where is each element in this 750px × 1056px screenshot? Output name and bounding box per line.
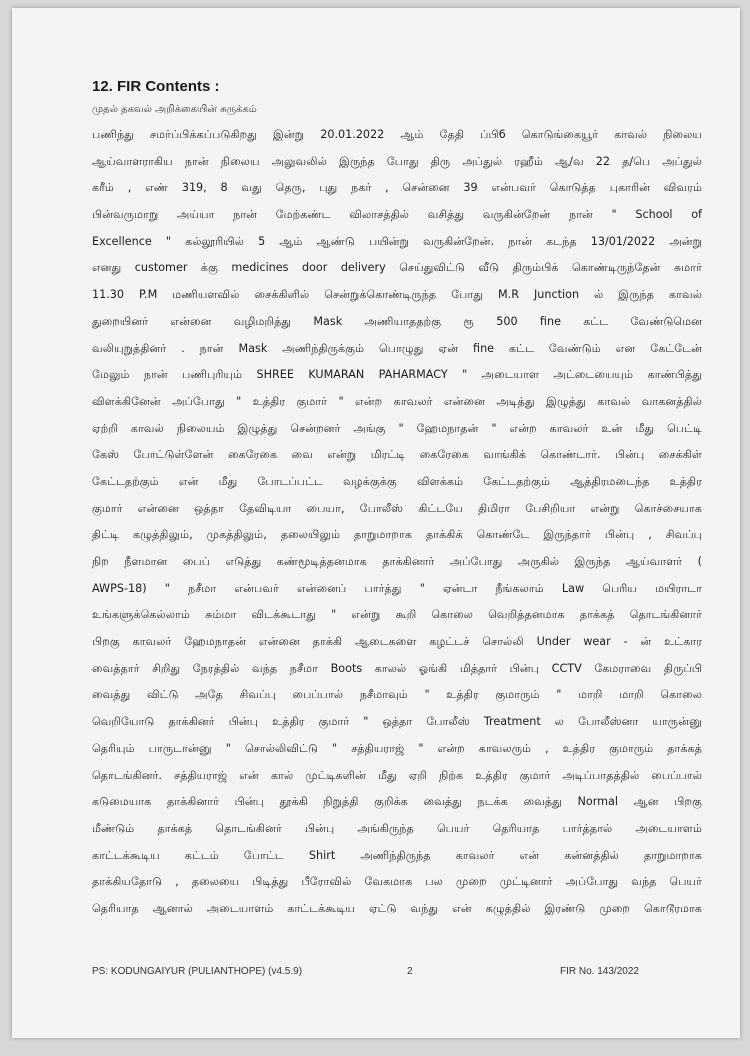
text-line: தெரியாத ஆனால் அடையாளம் காட்டக்கூடிய ஏட்டு வந்து என் கழுத்தில் இரண்டு முறை கொடூரமாக — [92, 901, 702, 915]
text-line: ஆய்வாளராகிய நான் நிலைய அலுவலில் இருந்த போது திரு அப்துல் ரஹீம் ஆ/வ 22 த/பெ அப்துல் — [92, 154, 702, 168]
text-line: தெரியும் பாருடான்னு " சொல்லிவிட்டு " சத்தியராஜ் " என்ற காவலரும் , உத்திர குமாரும் தாக்கத் — [92, 741, 702, 755]
text-line: குமார் என்னை ஒத்தா தேவிடியா பையா, போலீஸ் கிட்டயே திமிரா பேசிறியா என்று கொச்சையாக — [92, 501, 702, 515]
fir-body-text — [92, 122, 702, 923]
text-line: AWPS-18) " நசீமா என்பவர் என்னைப் பார்த்து " ஏன்டா நீங்கலாம் Law பெரிய மயிராடா — [92, 581, 702, 595]
footer-station: PS: KODUNGAIYUR (PULIANTHOPE) (v4.5.9) — [92, 966, 303, 977]
text-line: துறையினர் என்னை வழிமறித்து Mask அணியாததற்கு ரூ 500 fine கட்ட வேண்டுமென — [92, 314, 702, 328]
document-page — [12, 8, 740, 1038]
text-line: பிறகு காவலர் ஹேமநாதன் என்னை தாக்கி ஆடைகளை கழட்டச் சொல்லி Under wear - ன் உட்கார — [92, 635, 702, 649]
text-line: கேட்டதற்கும் என் மீது போடப்பட்ட வழக்குக்கு விளக்கம் கேட்டதற்கும் ஆத்திரமடைந்த உத்திர — [92, 474, 702, 488]
text-line: மீண்டும் தாக்கத் தொடங்கினர் பின்பு அங்கிருந்த பெயர் தெரியாத பார்த்தால் அடையாளம் — [92, 821, 702, 835]
text-line: கடுமையாக தாக்கினார் பின்பு தூக்கி நிறுத்தி குறிக்க வைத்து நடக்க வைத்து Normal ஆன பிறகு — [92, 795, 702, 809]
text-line: 11.30 P.M மணியளவில் சைக்கிளில் சென்றுக்கொண்டிருந்த போது M.R Junction ல் இருந்த காவல் — [92, 288, 702, 302]
text-line: தாக்கியதோடு , தலையை பிடித்து பீரோவில் வேகமாக பல முறை முட்டினார் அப்போது வந்த பெயர் — [92, 875, 702, 889]
footer-page-number: 2 — [407, 966, 413, 977]
text-line: திட்டி கழுத்திலும், முகத்திலும், தலையிலும் தாறுமாறாக தாக்கிக் கொண்டே இருந்தார் பின்பு , சிவப்பு — [92, 528, 702, 542]
text-line: வைத்து விட்டு அதே சிவப்பு பைப்பால் நசீமாவும் " உத்திர குமாரும் " மாறி மாறி கொலை — [92, 688, 702, 702]
text-line: பின்வருமாறு அய்யா நான் மேற்கண்ட விலாசத்தில் வசித்து வருகின்றேன் நான் " School of — [92, 208, 702, 222]
text-line: மேலும் நான் பணிபுரியும் SHREE KUMARAN PAHARMACY " அடையாள அட்டையையும் காண்பித்து — [92, 368, 702, 382]
text-line: கரீம் , எண் 319, 8 வது தெரு, புது நகர் , சென்னை 39 என்பவர் கொடுத்த புகாரின் விவரம் — [92, 181, 702, 195]
text-line: வலியுறுத்தினர் . நான் Mask அணிந்திருக்கும் பொழுது ஏன் fine கட்ட வேண்டும் என கேட்டேன் — [92, 341, 702, 355]
text-line: வைத்தார் சிறிது நேரத்தில் வந்த நசீமா Boots காலல் ஓங்கி மித்தார் பின்பு CCTV கேமராவை திருப்பி — [92, 661, 702, 675]
text-line: வெறியோடு தாக்கினர் பின்பு உத்திர குமார் " ஒத்தா போலீஸ் Treatment ல போலீஸ்னா யாருன்னு — [92, 715, 702, 729]
text-line: காட்டக்கூடிய கட்டம் போட்ட Shirt அணிந்திருந்த காவலர் என் கன்னத்தில் தாறுமாறாக — [92, 848, 702, 862]
text-line: எனது customer க்கு medicines door delivery செய்துவிட்டு வீடு திரும்பிக் கொண்டிருந்தேன் சுமார் — [92, 261, 702, 275]
section-heading: 12. FIR Contents : — [92, 78, 220, 95]
text-line: தொடங்கினர். சத்தியராஜ் என் கால் முட்டிகளின் மீது ஏறி நிற்க உத்திர குமார் அடிப்பாதத்தில் பைப்பால் — [92, 768, 702, 782]
text-line: பணிந்து சமர்ப்பிக்கப்படுகிறது இன்று 20.01.2022 ஆம் தேதி ப்பி6 கொடுங்கையூர் காவல் நிலைய — [92, 128, 702, 141]
text-line: Excellence " கல்லூரியில் 5 ஆம் ஆண்டு பயின்று வருகின்றேன். நான் கடந்த 13/01/2022 அன்று — [92, 234, 702, 248]
section-subheading: முதல் தகவல் அறிக்கையின் சுருக்கம் — [92, 104, 257, 115]
text-line: உங்களுக்கெல்லாம் சும்மா விடக்கூடாது " என்று கூறி கொலை வெறித்தனமாக தாக்கத் தொடங்கினார் — [92, 608, 702, 622]
text-line: நிற நீளமான பைப் எடுத்து கண்மூடித்தனமாக தாக்கினார் அப்போது அருகில் இருந்த ஆய்வாளர் ( — [92, 555, 702, 568]
text-line: ஏற்றி காவல் நிலையம் இழுத்து சென்றனர் அங்கு " ஹேமநாதன் " என்ற காவலர் உன் மீது பெட்டி — [92, 421, 702, 435]
text-line: கேஸ் போட்டுள்ளேன் கைரேகை வை என்று மிரட்டி கைரேகை வாங்கிக் கொண்டார். பின்பு சைக்கிள் — [92, 448, 702, 462]
text-line: விளக்கினேன் அப்போது " உத்திர குமார் " என்ற காவலர் என்னை அடித்து இழுத்து காவல் வாகனத்தில் — [92, 394, 702, 408]
footer-fir-number: FIR No. 143/2022 — [560, 966, 639, 977]
